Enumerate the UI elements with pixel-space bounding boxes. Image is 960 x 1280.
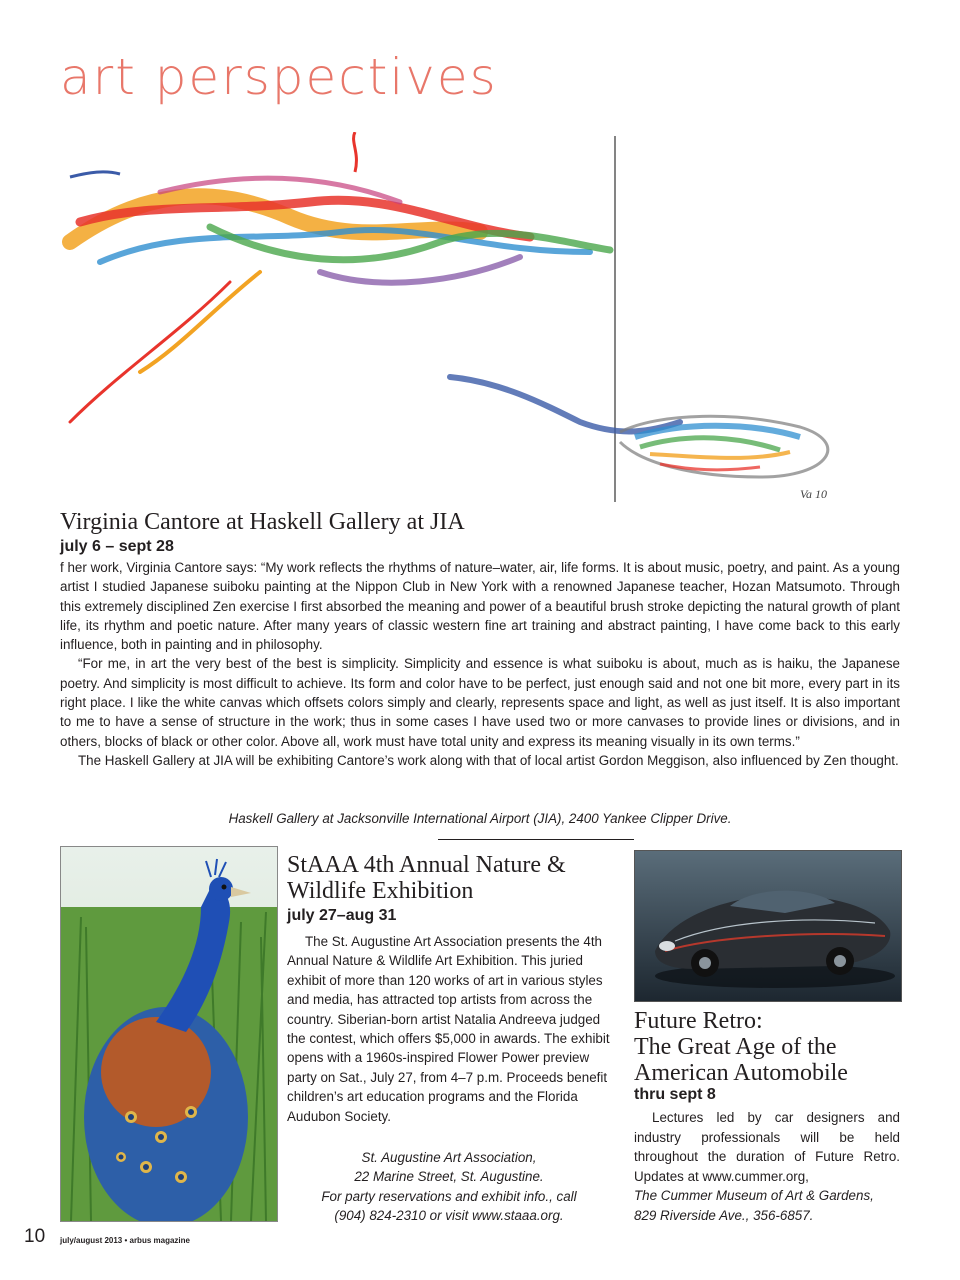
future-retro-title (634, 1008, 914, 1086)
article-credit: Haskell Gallery at Jacksonville International Airport (JIA), 2400 Yankee Clipper Drive. (228, 811, 732, 826)
staaa-paragraph: The St. Augustine Art Association presents the 4th Annual Nature & Wildlife Art Exhibition. This juried exhibit of more than 120 works of art in various styles and media, has attracted top artists from across the country. Siberian-born artist Natalia Andreeva judged the contest, which offers $5,000 in awards. The exhibit opens with a 1960s-inspired Flower Power preview party on Sat., July 27, from 4–7 p.m. Proceeds benefit children’s art education programs and the Florida Audubon Society. (287, 934, 610, 1124)
future-credit-line: 829 Riverside Ave., 356-6857. (634, 1207, 814, 1223)
painting-abstract-brushstrokes (60, 132, 860, 504)
peacock-painting (60, 846, 278, 1222)
future-title-line: American Automobile (634, 1060, 848, 1086)
future-retro-dates: thru sept 8 (634, 1086, 716, 1103)
article-paragraph: The Haskell Gallery at JIA will be exhibiting Cantore’s work along with that of local artist Gordon Meggison, also influenced by Zen thought. (78, 752, 899, 768)
future-title-line: Future Retro: (634, 1008, 763, 1034)
article-paragraph: “For me, in art the very best of the best is simplicity. Simplicity and essence is what suiboku is about, much as is haiku, the Japanese poetry. And simplicity is most difficult to achieve. Its form and color have to be perfect, just enough said and not one bit more, every part in its right place. I like the white canvas which offsets colors simply and clearly, represents space and light, as well as just itself. It is also important to me to have a sense of structure in the work; thus in some cases I have used two or more canvases to provide lines or divisions, and in others, blocks of black or other color. Above all, work must have total unity and express its meaning visually in its own terms.” (60, 656, 900, 749)
future-paragraph: Lectures led by car designers and industry professionals will be held throughout the duration of Future Retro. Updates at www.cummer.org, (634, 1110, 900, 1184)
footer-issue: july/august 2013 • arbus magazine (60, 1236, 190, 1245)
future-retro-body (634, 1108, 900, 1186)
article-title: Virginia Cantore at Haskell Gallery at JIA (60, 509, 465, 535)
future-retro-credit (634, 1186, 900, 1225)
painting-signature: Va 10 (800, 487, 827, 501)
staaa-credit-line: For party reservations and exhibit info., call (321, 1188, 577, 1204)
staaa-credit (287, 1148, 611, 1226)
staaa-dates: july 27–aug 31 (287, 907, 397, 924)
retro-car-illustration (634, 850, 902, 1002)
future-title-line: The Great Age of the (634, 1034, 837, 1060)
staaa-credit-line: (904) 824-2310 or visit www.staaa.org. (334, 1208, 564, 1224)
divider (438, 839, 634, 840)
article-body (60, 558, 900, 770)
future-credit-line: The Cummer Museum of Art & Gardens, (634, 1188, 874, 1203)
staaa-credit-line: St. Augustine Art Association, (361, 1150, 537, 1165)
page-number: 10 (24, 1226, 46, 1247)
article-paragraph: f her work, Virginia Cantore says: “My work reflects the rhythms of nature–water, air, life forms. It is about music, poetry, and paint. As a young artist I studied Japanese suiboku painting at the Nippon Club in New York with a renowned Japanese teacher, Hozan Matsumoto. Through this extremely disciplined Zen exercise I first absorbed the meaning and power of a beautiful brush stroke depicting the natural growth of plant life, its rhythm and poetic nature. After many years of classic western fine art training and abstract painting, I have come back to this early influence, both in painting and in philosophy. (60, 560, 900, 653)
article-dates: july 6 – sept 28 (60, 538, 174, 555)
staaa-credit-line: 22 Marine Street, St. Augustine. (354, 1169, 544, 1185)
staaa-title: StAAA 4th Annual Nature & Wildlife Exhibition (287, 852, 566, 904)
section-title: art perspectives (60, 48, 498, 106)
staaa-body (287, 932, 611, 1126)
